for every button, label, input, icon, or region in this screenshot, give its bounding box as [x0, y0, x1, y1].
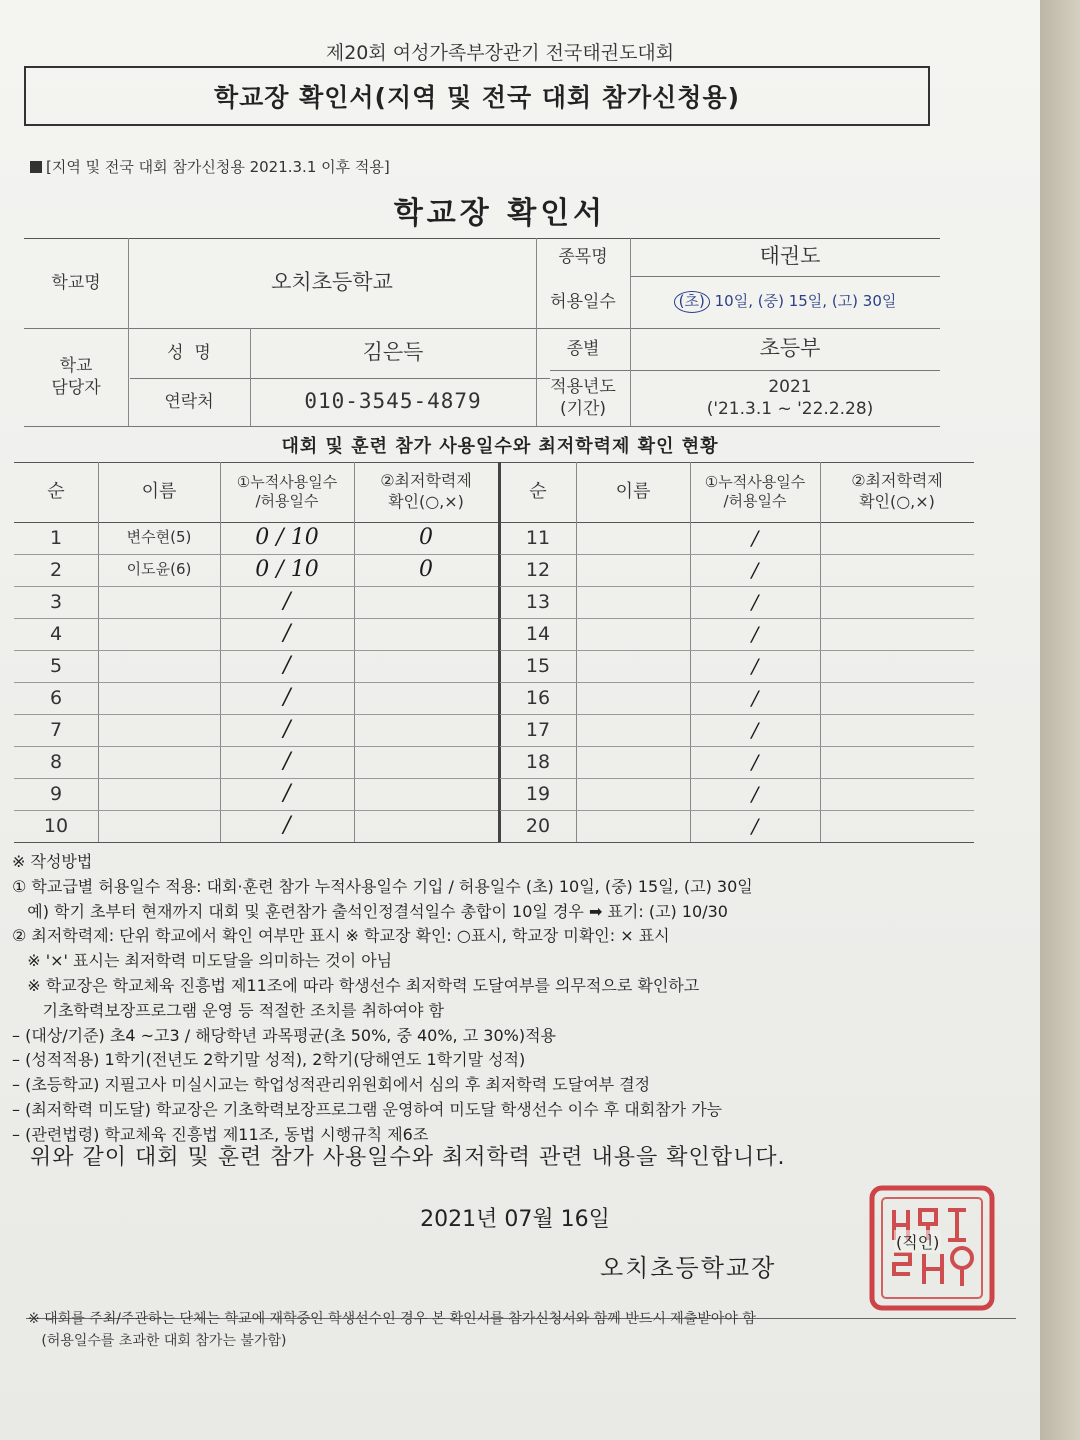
period-range: ('21.3.1 ~ '22.2.28): [706, 399, 874, 419]
header-no-left: 순: [47, 481, 65, 503]
row-right-no: 18: [525, 750, 551, 773]
instruction-line: – (초등학교) 지필고사 미실시교는 학업성적관리위원회에서 심의 후 최저학력 도달여부 결정: [12, 1075, 651, 1095]
row-right-name: [576, 522, 690, 554]
header-days-left: ①누적사용일수 /허용일수: [236, 472, 338, 510]
contact-label: 연락처: [164, 391, 214, 412]
row-right-no: 16: [525, 686, 551, 709]
row-right-days: /: [751, 686, 759, 710]
name-label: 성 명: [167, 342, 211, 363]
header-no-right: 순: [529, 481, 547, 503]
instructions: [12, 850, 1002, 1148]
row-left-days: /: [283, 620, 291, 646]
sub-note-text: [지역 및 전국 대회 참가신청용 2021.3.1 이후 적용]: [46, 158, 390, 176]
confirm-statement: 위와 같이 대회 및 훈련 참가 사용일수와 최저학력 관련 내용을 확인합니다.: [30, 1145, 786, 1170]
row-left-no: 9: [49, 782, 63, 805]
row-left-name: [98, 810, 220, 842]
row-left-days: /: [283, 588, 291, 614]
row-left-check: [354, 682, 498, 714]
bottom-note-line: (허용일수를 초과한 대회 참가는 불가함): [28, 1333, 287, 1350]
header-days-right: ①누적사용일수 /허용일수: [704, 472, 806, 510]
period-value-cell: [630, 370, 950, 426]
row-left-name: [98, 778, 220, 810]
row-left-name: 이도윤(6): [126, 560, 192, 579]
row-right-check: [820, 714, 974, 746]
row-left-check: [354, 586, 498, 618]
row-left-name: [98, 682, 220, 714]
row-right-days: /: [751, 654, 759, 678]
row-right-days: /: [751, 750, 759, 774]
row-right-name: [576, 746, 690, 778]
event-value: 태권도: [759, 244, 821, 269]
row-right-no: 13: [525, 590, 551, 613]
row-right-name: [576, 714, 690, 746]
row-left-days: /: [283, 748, 291, 774]
table-heading: 대회 및 훈련 참가 사용일수와 최저학력제 확인 현황: [281, 436, 719, 457]
row-left-check: [354, 618, 498, 650]
row-left-no: 8: [49, 750, 63, 773]
row-right-check: [820, 778, 974, 810]
row-left-name: [98, 746, 220, 778]
row-right-name: [576, 586, 690, 618]
instruction-line: ※ 학교장은 학교체육 진흥법 제11조에 따라 학생선수 최저학력 도달여부를 의무적으로 확인하고: [12, 975, 700, 995]
info-table: [24, 238, 944, 428]
period-year: 2021: [768, 376, 812, 397]
allowed-days-value-cell: [630, 276, 940, 328]
row-right-no: 20: [525, 814, 551, 837]
main-title: 학교장 확인서(지역 및 전국 대회 참가신청용): [24, 66, 930, 126]
row-left-name: [98, 714, 220, 746]
row-left-no: 6: [49, 686, 63, 709]
instruction-line: 예) 학기 초부터 현재까지 대회 및 훈련참가 출석인정결석일수 총합이 10일 경우 ➡ 표기: (고) 10/30: [12, 901, 728, 921]
row-right-days: /: [751, 718, 759, 742]
row-right-check: [820, 554, 974, 586]
header-check-right: ②최저학력제 확인(○,×): [851, 471, 943, 511]
row-left-no: 7: [49, 718, 63, 741]
bottom-note: [28, 1308, 1008, 1353]
row-right-no: 14: [525, 622, 551, 645]
row-right-check: [820, 650, 974, 682]
row-right-no: 17: [525, 718, 551, 741]
school-value: 오치초등학교: [271, 270, 393, 295]
seal-label: (직인): [894, 1230, 941, 1253]
instruction-line: – (성적적용) 1학기(전년도 2학기말 성적), 2학기(당해연도 1학기말 성적): [12, 1050, 526, 1070]
form-title: 학교장 확인서: [393, 196, 607, 231]
row-left-days: /: [283, 812, 291, 838]
school-label: 학교명: [51, 272, 101, 293]
row-right-days: /: [751, 558, 759, 582]
allowed-days-label: 허용일수: [550, 291, 616, 312]
row-left-name: 변수현(5): [126, 528, 192, 547]
row-left-name: [98, 618, 220, 650]
official-seal: [864, 1180, 1000, 1316]
row-right-no: 11: [525, 526, 551, 549]
row-right-days: /: [751, 622, 759, 646]
instruction-line: ※ '×' 표시는 최저학력 미도달을 의미하는 것이 아님: [12, 951, 393, 971]
row-right-check: [820, 746, 974, 778]
row-left-no: 4: [49, 622, 63, 645]
row-left-days: /: [283, 716, 291, 742]
allowed-days-value: 10일, (중) 15일, (고) 30일: [714, 292, 897, 311]
bottom-note-line: ※ 대회를 주최/주관하는 단체는 학교에 재학중인 학생선수인 경우 본 확인서를 참가신청서와 함께 반드시 제출받아야 함: [28, 1311, 756, 1327]
row-right-days: /: [751, 526, 759, 550]
row-left-days: 0 / 10: [255, 556, 319, 582]
row-left-check: [354, 650, 498, 682]
row-right-check: [820, 618, 974, 650]
row-right-name: [576, 682, 690, 714]
instruction-line: – (대상/기준) 초4 ~고3 / 해당학년 과목평균(초 50%, 중 40%, 고 30%)적용: [12, 1025, 556, 1045]
signature-date: 2021년 07월 16일: [420, 1207, 610, 1232]
sub-note: [30, 156, 390, 177]
principal-name: 오치초등학교장: [600, 1254, 777, 1282]
desk-background: [1040, 0, 1080, 1440]
circled-elementary: (초): [674, 291, 710, 313]
row-left-days: /: [283, 652, 291, 678]
header-check-left: ②최저학력제 확인(○,×): [380, 471, 472, 511]
row-left-name: [98, 586, 220, 618]
row-left-days: 0 / 10: [255, 524, 319, 550]
row-right-check: [820, 682, 974, 714]
usage-table: [14, 462, 974, 842]
row-right-check: [820, 810, 974, 842]
row-left-check: [354, 778, 498, 810]
row-left-no: 1: [49, 526, 63, 549]
row-right-no: 19: [525, 782, 551, 805]
row-left-no: 10: [43, 814, 69, 837]
period-label: 적용년도 (기간): [550, 376, 616, 419]
name-value: 김은득: [362, 340, 424, 365]
event-title: 제20회 여성가족부장관기 전국태권도대회: [325, 42, 675, 64]
row-right-name: [576, 650, 690, 682]
row-right-name: [576, 554, 690, 586]
event-label: 종목명: [558, 246, 608, 267]
row-left-no: 5: [49, 654, 63, 677]
instruction-line: ※ 작성방법: [12, 852, 93, 871]
manager-label: 학교 담당자: [51, 355, 101, 398]
division-label: 종별: [566, 338, 600, 359]
instruction-line: ② 최저학력제: 단위 학교에서 확인 여부만 표시 ※ 학교장 확인: ○표시, 학교장 미확인: × 표시: [12, 926, 670, 946]
row-left-check: [354, 810, 498, 842]
instruction-line: – (최저학력 미도달) 학교장은 기초학력보장프로그램 운영하여 미도달 학생선수 이수 후 대회참가 가능: [12, 1099, 723, 1119]
row-right-days: /: [751, 814, 759, 838]
row-right-no: 15: [525, 654, 551, 677]
row-left-name: [98, 650, 220, 682]
row-right-check: [820, 522, 974, 554]
square-bullet-icon: [30, 161, 42, 173]
instruction-line: ① 학교급별 허용일수 적용: 대회·훈련 참가 누적사용일수 기입 / 허용일수 (초) 10일, (중) 15일, (고) 30일: [12, 876, 753, 896]
row-left-check: [354, 714, 498, 746]
row-right-name: [576, 618, 690, 650]
row-left-check: 0: [419, 524, 433, 550]
row-right-name: [576, 778, 690, 810]
division-value: 초등부: [759, 336, 821, 361]
contact-value: 010-3545-4879: [304, 389, 482, 414]
row-left-no: 2: [49, 558, 63, 581]
row-right-days: /: [751, 590, 759, 614]
row-left-check: [354, 746, 498, 778]
row-left-no: 3: [49, 590, 63, 613]
row-left-days: /: [283, 780, 291, 806]
header-name-right: 이름: [615, 481, 651, 503]
row-right-check: [820, 586, 974, 618]
row-right-no: 12: [525, 558, 551, 581]
row-left-check: 0: [419, 556, 433, 582]
row-left-days: /: [283, 684, 291, 710]
row-right-name: [576, 810, 690, 842]
header-name-left: 이름: [141, 481, 177, 503]
instruction-line: – (관련법령) 학교체육 진흥법 제11조, 동법 시행규칙 제6조: [12, 1124, 429, 1144]
row-right-days: /: [751, 782, 759, 806]
instruction-line: 기초학력보장프로그램 운영 등 적절한 조치를 취하여야 함: [12, 1000, 444, 1020]
